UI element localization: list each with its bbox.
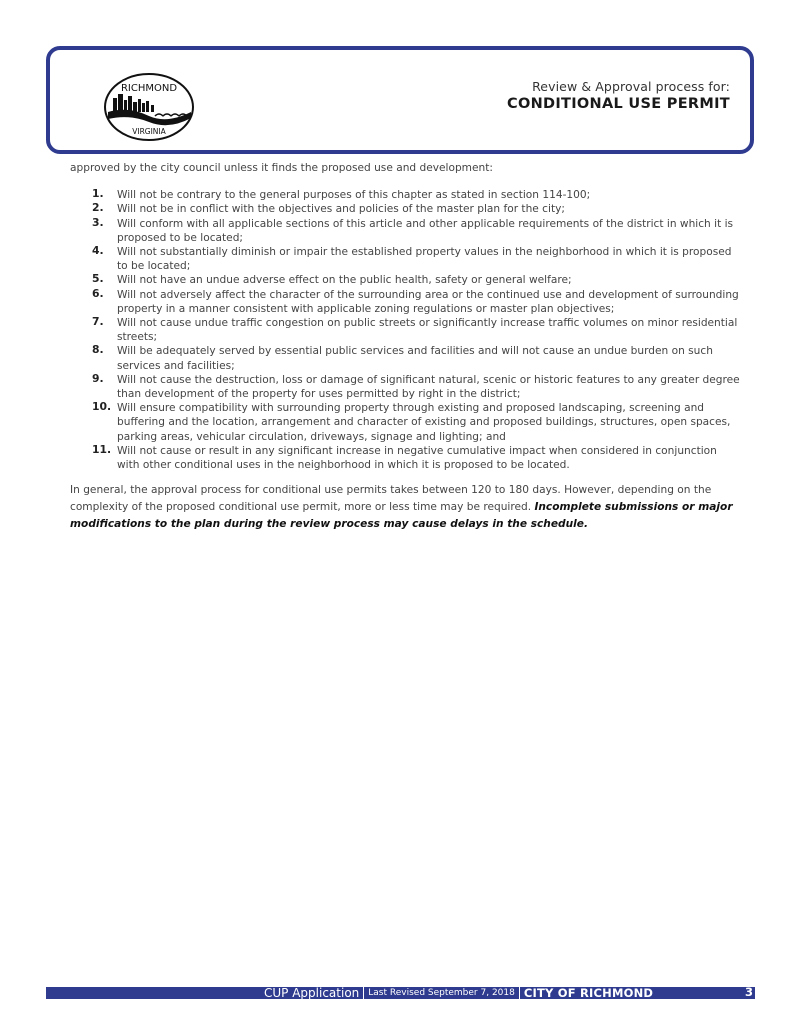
list-number: 2. [92,201,104,215]
list-text: Will not have an undue adverse effect on the public health, safety or general welfare; [117,274,572,287]
list-text: Will conform with all applicable sections of this article and other applicable requirements of the district in which it is proposed to be located; [117,217,734,244]
list-number: 3. [92,215,104,229]
document-body [70,161,742,544]
list-text: Will ensure compatibility with surrounding property through existing and proposed landscaping, screening and buffering and the location, arrangement and character of existing and proposed buildings, structures, open spaces, parking areas, vehicular circulation, driveways, signage and lighting; and [117,402,731,443]
list-number: 9. [92,371,104,385]
list-number: 6. [92,286,104,300]
closing-text: In general, the approval process for conditional use permits takes between 120 to 180 days. However, depending on the complexity of the proposed conditional use permit, more or less time may be required. [70,484,712,514]
list-item [70,202,742,216]
list-text: Will be adequately served by essential public services and facilities and will not cause an undue burden on such services and facilities; [117,345,713,372]
logo-top-text: RICHMOND [120,83,178,94]
list-number: 8. [92,343,104,357]
list-text: Will not adversely affect the character of the surrounding area or the continued use and development of surrounding property in a manner consistent with applicable zoning regulations or master plan objectives; [117,288,739,315]
page-footer [46,987,755,999]
list-text: Will not be contrary to the general purposes of this chapter as stated in section 114-100; [117,189,591,202]
list-item [70,344,742,372]
list-item [70,316,742,344]
list-item [70,273,742,287]
list-number: 10. [92,400,112,414]
page-number: 3 [744,985,753,999]
list-text: Will not cause or result in any significant increase in negative cumulative impact when considered in conjunction with other conditional uses in the neighborhood in which it is proposed to be located. [117,444,717,472]
page-header [46,46,754,154]
list-item [70,188,742,202]
closing-paragraph [70,482,742,533]
list-text: Will not be in conflict with the objectives and policies of the master plan for the city; [117,203,565,216]
logo-bottom-text: VIRGINIA [132,127,166,136]
list-item [70,217,742,245]
list-number: 5. [92,272,104,286]
list-item [70,245,742,273]
footer-app-name: CUP Application [264,986,360,1000]
list-item [70,288,742,316]
footer-last-revised: Last Revised September 7, 2018 [368,988,515,998]
list-item [70,444,742,472]
list-text: Will not cause the destruction, loss or damage of significant natural, scenic or historic features to any greater degree than development of the property for uses permitted by right in the district; [117,373,740,401]
header-title: CONDITIONAL USE PERMIT [507,96,730,112]
footer-divider [519,987,520,999]
intro-text: approved by the city council unless it finds the proposed use and development: [70,162,493,174]
list-text: Will not substantially diminish or impair the established property values in the neighborhood in which it is proposed to be located; [117,246,732,273]
footer-city: CITY OF RICHMOND [523,986,654,1000]
list-text: Will not cause undue traffic congestion on public streets or significantly increase traffic volumes on minor residential streets; [117,317,738,344]
header-subtitle: Review & Approval process for: [532,79,730,94]
footer-divider [363,987,364,999]
list-number: 1. [92,187,104,201]
richmond-logo-icon [103,72,195,142]
list-number: 4. [92,244,104,258]
criteria-list [70,188,742,472]
list-item [70,401,742,444]
list-number: 7. [92,315,104,329]
list-number: 11. [92,442,112,456]
list-item [70,373,742,401]
closing-emphasis: Incomplete submissions or major modifications to the plan during the review process may cause delays in the schedule. [70,501,733,531]
